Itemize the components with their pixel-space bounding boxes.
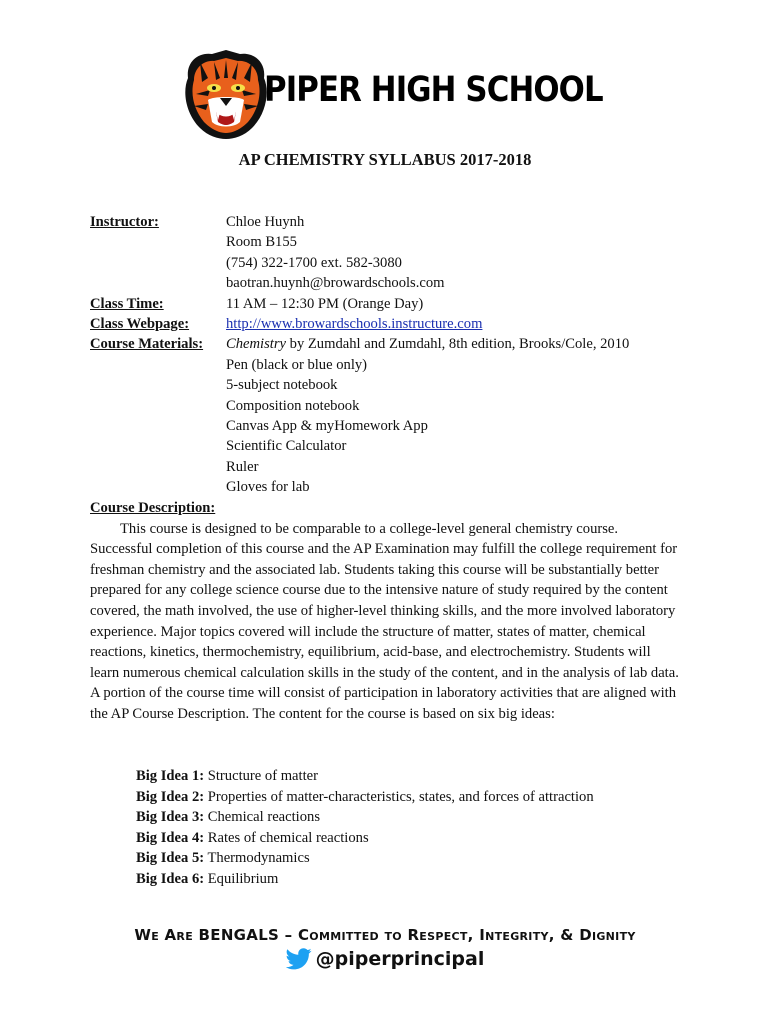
course-description	[90, 498, 682, 725]
material-item: Scientific Calculator	[226, 438, 347, 455]
big-idea-item	[136, 807, 594, 828]
twitter-handle[interactable]: @piperprincipal	[315, 948, 485, 970]
big-idea-label: Big Idea 2:	[136, 788, 205, 805]
big-idea-text: Chemical reactions	[204, 809, 321, 825]
big-idea-item	[136, 869, 594, 890]
materials-label: Course Materials:	[90, 336, 204, 353]
textbook-title: Chemistry	[226, 336, 286, 353]
description-label: Course Description:	[90, 500, 216, 516]
big-idea-text: Properties of matter-characteristics, states, and forces of attraction	[204, 788, 594, 805]
instructor-label: Instructor:	[90, 214, 159, 230]
big-ideas-list	[136, 766, 594, 889]
material-item: Gloves for lab	[226, 479, 310, 496]
big-idea-item	[136, 848, 594, 869]
webpage-link[interactable]: http://www.browardschools.instructure.com	[226, 315, 483, 332]
class-time-label: Class Time:	[90, 295, 164, 312]
big-idea-label: Big Idea 3:	[136, 809, 205, 825]
material-item: Composition notebook	[226, 397, 360, 414]
big-idea-label: Big Idea 6:	[136, 870, 205, 887]
material-item: Pen (black or blue only)	[226, 356, 368, 373]
big-idea-text: Rates of chemical reactions	[204, 829, 369, 846]
material-item: Ruler	[226, 458, 259, 475]
big-idea-item	[136, 828, 594, 849]
textbook-details: by Zumdahl and Zumdahl, 8th edition, Brooks/Cole, 2010	[286, 336, 630, 353]
twitter-bird-icon	[286, 948, 312, 970]
webpage-label: Class Webpage:	[90, 315, 190, 332]
big-idea-text: Thermodynamics	[204, 850, 310, 866]
document-title: AP CHEMISTRY SYLLABUS 2017-2018	[238, 150, 532, 169]
instructor-email: baotran.huynh@browardschools.com	[226, 275, 445, 292]
big-idea-text: Equilibrium	[204, 870, 279, 887]
description-body: This course is designed to be comparable to a college-level general chemistry course. Successful completion of this course and the AP Examination may fulfill the college requirement for freshman chemistry and the associated lab. Students taking this course will be substantially better prepared for any college science course due to the intensive nature of study required by the content covered, the math involved, the use of higher-level thinking skills, and the more involved laboratory experience. Major topics covered will include the structure of matter, states of matter, chemical reactions, kinetics, thermochemistry, equilibrium, acid-base, and electrochemistry. Students will learn numerous chemical calculation skills in the study of the content, and in the analysis of lab data. A portion of the course time will consist of participation in laboratory activities that are aligned with the AP Course Description. The content for the course is based on six big ideas:	[90, 520, 679, 722]
tiger-head-icon	[178, 48, 274, 140]
school-header	[178, 48, 603, 140]
instructor-name: Chloe Huynh	[226, 214, 305, 230]
class-time: 11 AM – 12:30 PM (Orange Day)	[226, 295, 424, 312]
big-idea-item	[136, 787, 594, 808]
big-idea-text: Structure of matter	[204, 768, 318, 784]
instructor-room: Room B155	[226, 234, 297, 251]
school-name: PIPER HIGH SCHOOL	[264, 70, 603, 110]
material-item: 5-subject notebook	[226, 377, 338, 394]
instructor-phone: (754) 322-1700 ext. 582-3080	[226, 254, 402, 271]
twitter-handle-row	[0, 948, 770, 970]
big-idea-item	[136, 766, 594, 787]
footer	[0, 926, 770, 970]
big-idea-label: Big Idea 1:	[136, 768, 205, 784]
school-motto: We Are BENGALS – Committed to Respect, Integrity, & Dignity	[134, 926, 636, 944]
textbook	[226, 334, 629, 354]
big-idea-label: Big Idea 4:	[136, 829, 205, 846]
material-item: Canvas App & myHomework App	[226, 417, 428, 434]
big-idea-label: Big Idea 5:	[136, 850, 205, 866]
